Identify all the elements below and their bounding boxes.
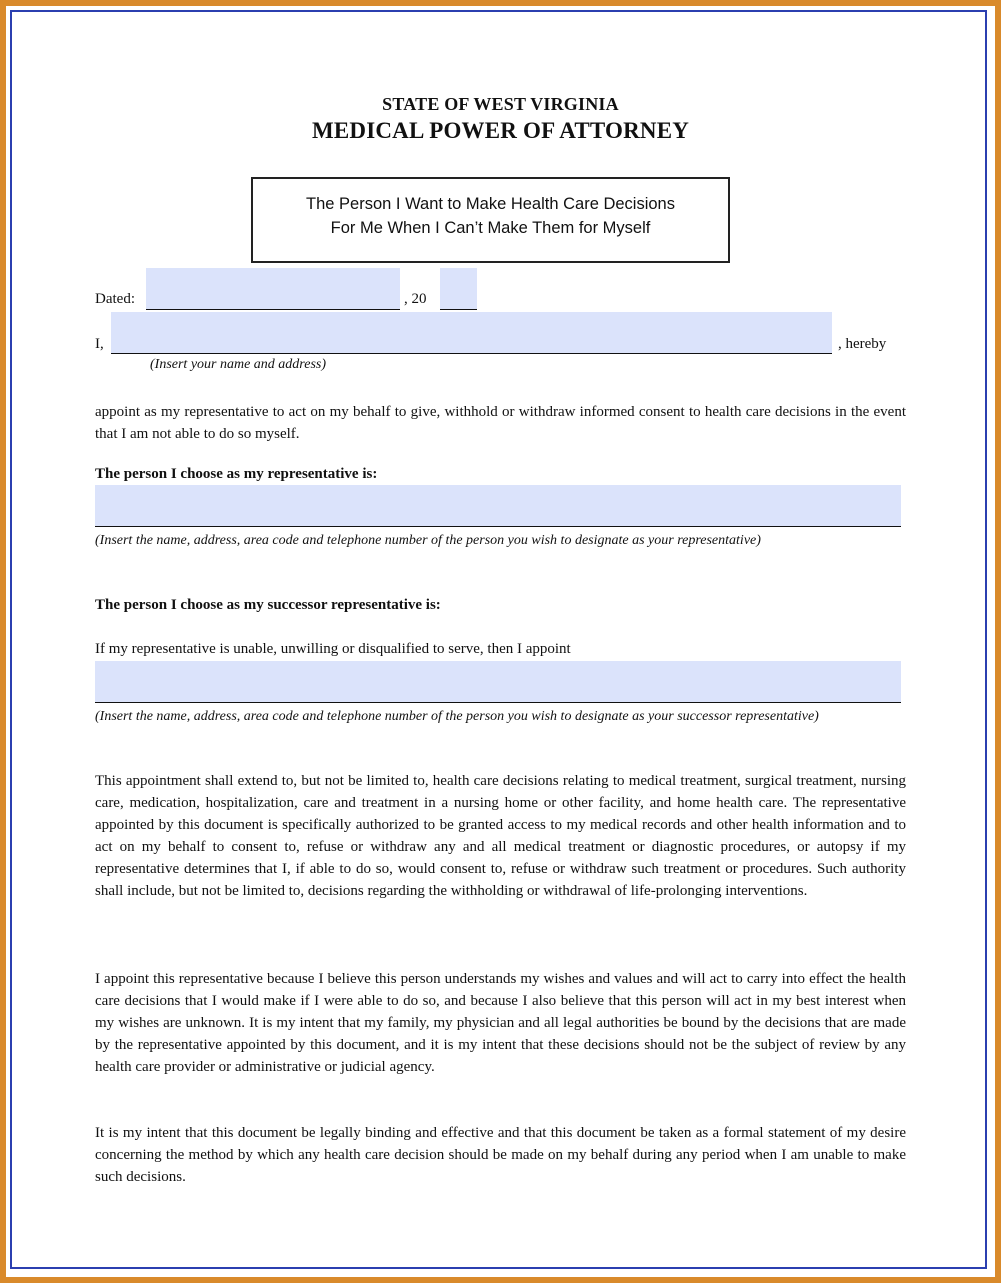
state-heading: STATE OF WEST VIRGINIA <box>382 94 619 114</box>
intent-paragraph: I appoint this representative because I believe this person understands my wishes and values and will act to carry into effect the health care decisions that I would make if I were able to do so, and because I also believe that this person will act in my best interest when my wishes are unknown. It is my intent that my family, my physician and all legal authorities be bound by the decisions that are made by the representative appointed by this document, and it is my intent that these decisions should not be the subject of review by any health care provider or administrative or judicial agency. <box>95 971 906 1075</box>
representative-underline <box>95 526 901 527</box>
successor-heading: The person I choose as my successor representative is: <box>95 597 441 613</box>
binding-paragraph: It is my intent that this document be legally binding and effective and that this document be taken as a formal statement of my desire concerning the method by which any health care decision should be made on my behalf during any period when I am unable to make such decisions. <box>95 1125 906 1185</box>
name-hint: (Insert your name and address) <box>150 357 327 372</box>
year-prefix: , 20 <box>404 291 427 307</box>
authority-paragraph: This appointment shall extend to, but not be limited to, health care decisions relating to medical treatment, surgical treatment, nursing care, medication, hospitalization, care and treatment in a nursing home or other facility, and home health care. The representative appointed by this document is specifically authorized to be granted access to my medical records and other health information and to act on my behalf to consent to, refuse or withdraw any and all medical treatment or diagnostic procedures, or autopsy if my representative determines that I, if able to do so, would consent to, refuse or withdraw such treatment or procedures. Such authority shall include, but not be limited to, decisions regarding the withholding or withdrawal of life-prolonging interventions. <box>95 773 906 899</box>
subtitle-box <box>251 177 730 263</box>
representative-field[interactable] <box>95 485 901 527</box>
successor-hint: (Insert the name, address, area code and telephone number of the person you wish to designate as your successor representative) <box>95 709 819 724</box>
subtitle-line-2: For Me When I Can’t Make Them for Myself <box>330 219 651 237</box>
date-field[interactable] <box>146 268 400 310</box>
name-underline <box>111 353 832 354</box>
successor-field[interactable] <box>95 661 901 703</box>
name-prefix: I, <box>95 336 104 352</box>
date-underline <box>146 309 400 310</box>
name-suffix: , hereby <box>838 336 887 352</box>
name-address-field[interactable] <box>111 312 832 354</box>
document-title: MEDICAL POWER OF ATTORNEY <box>311 118 690 143</box>
dated-label: Dated: <box>95 291 135 307</box>
year-field[interactable] <box>440 268 477 310</box>
year-underline <box>440 309 477 310</box>
successor-intro: If my representative is unable, unwilling or disqualified to serve, then I appoint <box>95 641 571 657</box>
representative-hint: (Insert the name, address, area code and telephone number of the person you wish to designate as your representative) <box>95 533 761 548</box>
subtitle-line-1: The Person I Want to Make Health Care Decisions <box>306 195 675 213</box>
appoint-paragraph: appoint as my representative to act on my behalf to give, withhold or withdraw informed consent to health care decisions in the event that I am not able to do so myself. <box>95 404 906 442</box>
successor-underline <box>95 702 901 703</box>
representative-heading: The person I choose as my representative is: <box>95 466 378 482</box>
